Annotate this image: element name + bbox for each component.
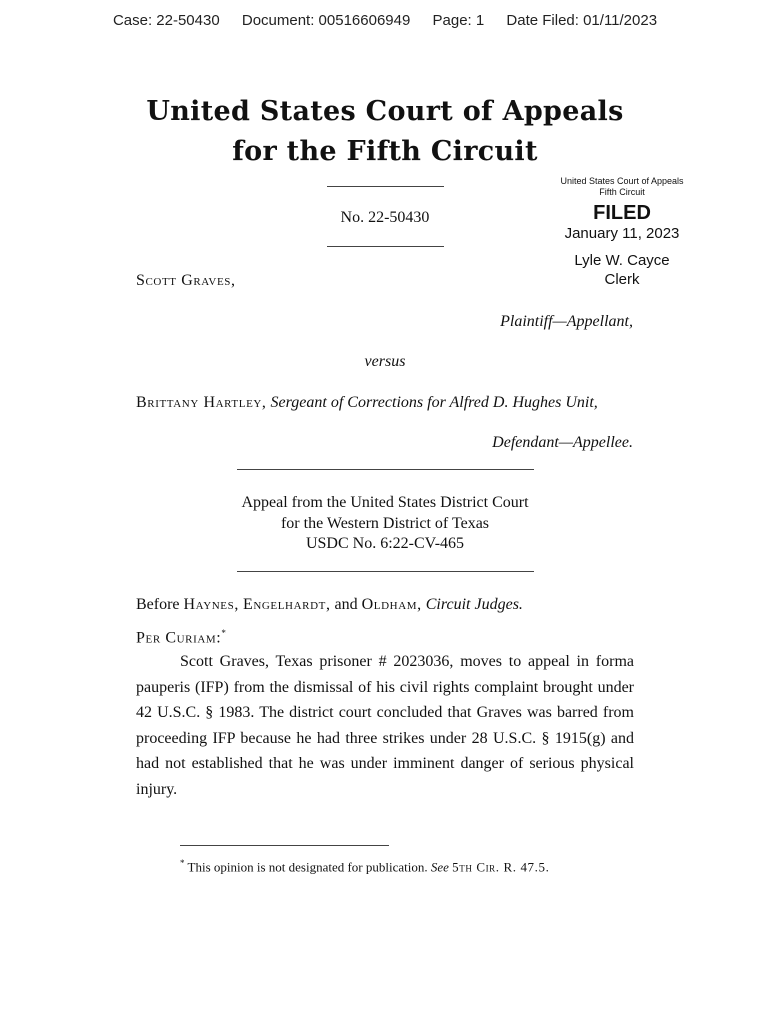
appeal-info — [0, 493, 770, 555]
footnote — [180, 858, 549, 875]
per-curiam: Per Curiam: — [136, 629, 222, 647]
date-filed: Date Filed: 01/11/2023 — [506, 12, 658, 29]
footnote-divider — [180, 845, 389, 846]
document-header — [0, 12, 770, 29]
defendant-line — [136, 393, 598, 413]
and-label: and — [334, 596, 358, 613]
per-curiam-line — [136, 623, 226, 648]
judge-engelhardt: Engelhardt, — [242, 596, 331, 613]
page-number: Page: 1 — [432, 12, 485, 29]
stamp-court-name: United States Court of Appeals — [560, 176, 684, 186]
defendant-role: Defendant—Appellee. — [492, 434, 633, 451]
filed-stamp — [548, 176, 696, 290]
footnote-see: See — [430, 859, 449, 875]
appeal-line3: USDC No. 6:22-CV-465 — [305, 535, 465, 552]
appeal-line1: Appeal from the United States District Court — [241, 494, 529, 511]
defendant-name: Brittany Hartley, — [136, 394, 267, 411]
stamp-clerk-name: Lyle W. Cayce — [574, 252, 670, 269]
footnote-rule: 5th Cir. R. 47.5. — [452, 859, 550, 875]
versus-label: versus — [364, 353, 406, 370]
divider — [237, 571, 534, 572]
stamp-clerk-title: Clerk — [604, 271, 640, 288]
document-number: Document: 00516606949 — [241, 12, 411, 29]
footnote-mark: * — [180, 858, 185, 868]
plaintiff-name: Scott Graves, — [136, 272, 236, 289]
divider — [237, 469, 534, 470]
stamp-date: January 11, 2023 — [564, 225, 680, 242]
stamp-circuit: Fifth Circuit — [599, 187, 645, 197]
footnote-text: This opinion is not designated for publication. — [187, 859, 428, 875]
judge-oldham: Oldham, — [361, 596, 422, 613]
divider — [327, 186, 444, 187]
judges-title: Circuit Judges. — [425, 596, 523, 613]
docket-number: No. 22-50430 — [340, 209, 430, 226]
opinion-paragraph: Scott Graves, Texas prisoner # 2023036, moves to appeal in forma pauperis (IFP) from the dismissal of his civil rights complaint brought under 42 U.S.C. § 1983. The district court concluded that Graves was barred from proceeding IFP because he had three strikes under 28 U.S.C. § 1915(g) and had not established that he was under imminent danger of serious physical injury. — [136, 653, 634, 798]
stamp-status: FILED — [593, 202, 651, 224]
case-number: Case: 22-50430 — [112, 12, 220, 29]
judge-haynes: Haynes, — [183, 596, 239, 613]
court-title-line2: for the Fifth Circuit — [232, 136, 538, 167]
plaintiff-role: Plaintiff—Appellant, — [500, 313, 633, 330]
defendant-description: Sergeant of Corrections for Alfred D. Hughes Unit, — [270, 394, 598, 411]
court-title-line1: United States Court of Appeals — [146, 96, 624, 127]
appeal-line2: for the Western District of Texas — [280, 514, 490, 532]
panel-line — [136, 595, 523, 615]
divider — [327, 246, 444, 247]
before-label: Before — [136, 596, 180, 613]
footnote-marker: * — [221, 628, 227, 638]
